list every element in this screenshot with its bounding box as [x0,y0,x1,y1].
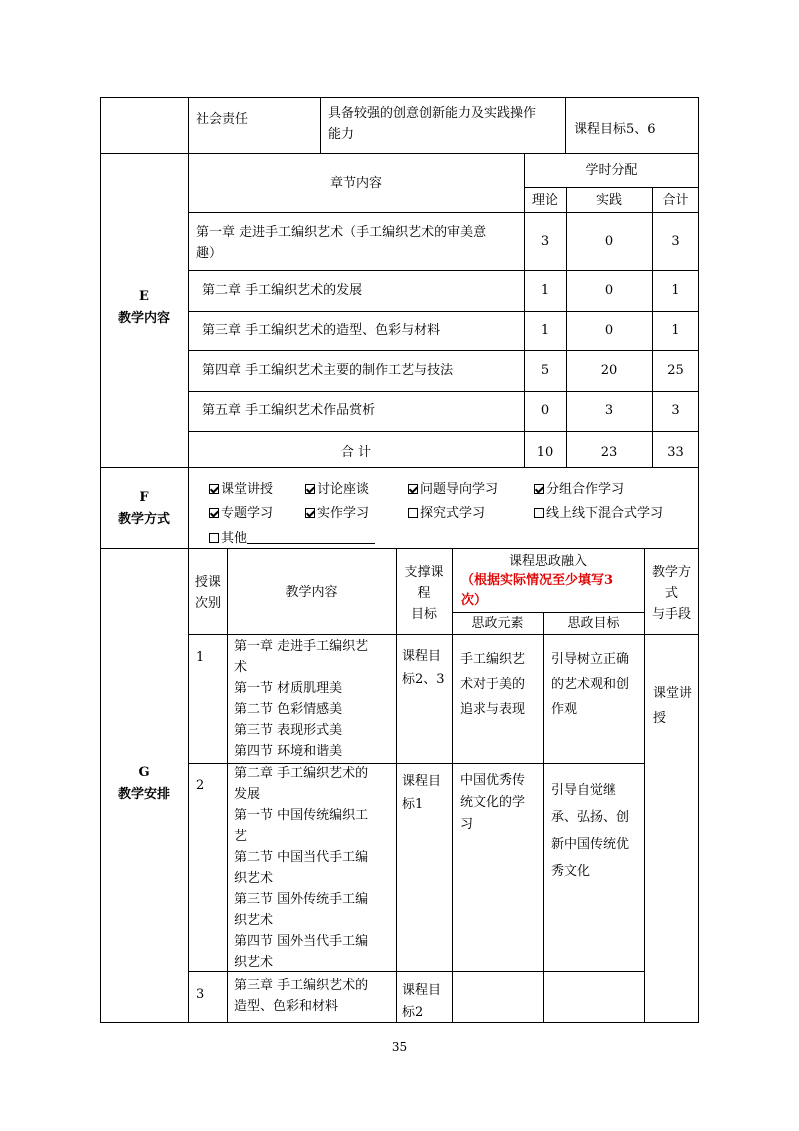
page-number: 35 [391,1040,408,1054]
section-e-heading [100,286,188,330]
session-goals [551,647,629,722]
sum-label: 合 计 [340,445,372,460]
session-header-line: 授课 [195,575,222,590]
table-border-left [100,97,101,1023]
row-divider [100,467,699,468]
checkbox-empty-icon [408,508,418,518]
checkbox-problem-based[interactable] [408,481,498,499]
method-header [644,562,699,625]
goal-line: 引导自觉继 [551,783,617,798]
session-number: 3 [196,987,205,1002]
content-line: 发展 [234,787,261,802]
content-line: 第四节 环境和谐美 [234,744,343,759]
content-line: 第二章 手工编织艺术的 [234,766,369,781]
support-header-line: 程 [417,586,431,601]
row-divider [188,431,699,432]
session-content [234,763,368,973]
checkbox-other[interactable] [209,529,375,548]
checkbox-checked-icon [408,484,418,494]
goal-line: 承、弘扬、创 [551,810,630,825]
ideology-note-line: 次） [461,593,488,608]
chapter-title: 趣） [196,246,223,261]
row-divider [524,187,699,188]
row-divider [188,311,699,312]
row-divider [188,391,699,392]
checkbox-checked-icon [534,484,544,494]
method-header-line: 教学方 [651,565,691,580]
chapter-title: 第二章 手工编织艺术的发展 [202,283,363,298]
content-line: 术 [234,660,248,675]
checkbox-discussion[interactable] [305,481,369,499]
goal-line: 新中国传统优 [551,837,630,852]
content-line: 第三节 国外传统手工编 [234,892,369,907]
row-divider [100,548,699,549]
session-number: 1 [196,650,205,665]
goal-line: 的艺术观和创 [551,677,630,692]
chapter-title: 第四章 手工编织艺术主要的制作工艺与技法 [202,363,454,378]
checkbox-empty-icon [209,533,219,543]
checkbox-label: 分组合作学习 [546,482,625,497]
total-hours: 1 [671,323,680,338]
method-header-line: 式 [664,586,678,601]
content-line: 第二节 色彩情感美 [234,702,343,717]
teaching-method [653,681,692,731]
support-line: 标1 [402,797,424,812]
content-line: 第一节 材质肌理美 [234,681,343,696]
element-line: 术对于美的 [460,677,526,692]
col-divider [188,467,189,548]
col-divider [565,97,566,153]
session-header [195,572,221,614]
content-line: 第一章 走进手工编织艺 [234,639,369,654]
content-line: 第二节 中国当代手工编 [234,850,369,865]
row-divider [188,350,699,351]
checkbox-blended[interactable] [534,505,663,523]
social-responsibility-label: 社会责任 [196,112,249,127]
method-line: 课堂讲 [653,686,693,701]
content-line: 第三节 表现形式美 [234,723,343,738]
checkbox-label: 实作学习 [317,506,370,521]
sum-practice: 23 [600,445,618,460]
sum-total: 33 [667,445,684,460]
practice-hours: 3 [604,403,614,418]
row-divider [188,270,699,271]
goals-header: 思政目标 [567,616,620,631]
chapter-title: 第三章 手工编织艺术的造型、色彩与材料 [202,323,441,338]
content-line: 织艺术 [234,955,274,970]
content-line: 第一节 中国传统编织工 [234,808,369,823]
hours-header: 学时分配 [585,163,638,178]
section-e-title: 教学内容 [117,311,170,326]
method-header-line: 与手段 [651,607,691,622]
checkbox-checked-icon [209,484,219,494]
content-line: 织艺术 [234,913,274,928]
support-line: 标2 [402,1005,424,1020]
row-divider [644,634,699,635]
support-header [396,562,452,625]
content-line: 第四节 国外当代手工编 [234,934,369,949]
practice-hours: 0 [604,323,614,338]
practice-header: 实践 [595,193,622,208]
content-header: 教学内容 [285,585,338,600]
total-hours: 3 [671,403,680,418]
total-header: 合计 [662,193,689,208]
section-g-title: 教学安排 [117,787,170,802]
chapter-title: 第五章 手工编织艺术作品赏析 [202,403,376,418]
checkbox-checked-icon [209,508,219,518]
theory-hours: 3 [540,234,550,249]
checkbox-practice[interactable] [305,505,369,523]
session-content [234,636,368,762]
element-line: 习 [460,817,474,832]
element-line: 统文化的学 [460,795,526,810]
checkbox-label: 专题学习 [221,506,274,521]
session-elements [460,770,525,836]
practice-hours: 0 [604,283,614,298]
support-line: 课程目 [402,774,442,789]
checkbox-inquiry[interactable] [408,505,485,523]
theory-hours: 1 [540,323,550,338]
content-line: 造型、色彩和材料 [234,999,339,1014]
row-divider [188,212,699,213]
theory-hours: 1 [540,283,550,298]
checkbox-label: 讨论座谈 [317,482,370,497]
support-line: 标2、3 [402,672,445,687]
theory-hours: 0 [540,403,550,418]
checkbox-empty-icon [534,508,544,518]
course-target: 课程目标5、6 [574,122,656,137]
element-line: 中国优秀传 [460,773,526,788]
ability-description-line: 具备较强的创意创新能力及实践操作 [328,106,537,121]
chapter-row [196,222,521,264]
section-e-code: E [139,289,149,304]
total-hours: 25 [667,363,684,378]
col-divider [320,97,321,153]
goal-line: 秀文化 [551,864,591,879]
col-divider [543,612,544,1023]
total-hours: 1 [671,283,680,298]
col-divider [188,97,189,153]
goal-line: 作观 [551,702,578,717]
support-line: 课程目 [402,983,442,998]
sum-theory: 10 [536,445,554,460]
session-goals [551,777,629,885]
checkbox-label: 线上线下混合式学习 [546,506,664,521]
checkbox-label: 其他 [221,531,248,546]
session-support [402,980,441,1024]
section-f-heading [100,487,188,531]
section-f-code: F [139,490,149,505]
ability-description-line: 能力 [328,127,355,142]
ideology-note [461,571,613,611]
col-divider [188,153,189,467]
chapter-content-header: 章节内容 [329,176,382,191]
ideology-note-line: （根据实际情况至少填写3 [461,573,614,588]
content-line: 艺 [234,829,248,844]
table-border-bottom [100,1022,699,1023]
checkbox-checked-icon [305,508,315,518]
content-line: 第三章 手工编织艺术的 [234,978,369,993]
col-divider [188,548,189,1023]
session-header-line: 次别 [195,596,222,611]
support-line: 课程目 [402,649,442,664]
ability-description [328,103,536,145]
element-line: 手工编织艺 [460,652,526,667]
method-line: 授 [653,711,667,726]
section-g-code: G [138,765,150,780]
other-fill-line[interactable] [247,529,375,544]
ideology-header: 课程思政融入 [508,554,587,569]
row-divider [100,153,699,154]
checkbox-topic-study[interactable] [209,505,273,523]
checkbox-checked-icon [305,484,315,494]
checkbox-lecture[interactable] [209,481,273,499]
session-content [234,975,368,1017]
content-line: 织艺术 [234,871,274,886]
theory-hours: 5 [540,363,550,378]
theory-header: 理论 [531,193,558,208]
table-border-top [100,97,699,98]
chapter-title: 第一章 走进手工编织艺术（手工编织艺术的审美意 [196,225,487,240]
session-number: 2 [196,778,205,793]
checkbox-label: 探究式学习 [420,506,486,521]
support-header-line: 支撑课 [404,565,444,580]
support-header-line: 目标 [410,607,437,622]
total-hours: 3 [671,234,680,249]
goal-line: 引导树立正确 [551,652,630,667]
element-line: 追求与表现 [460,702,526,717]
session-support [402,645,445,691]
elements-header: 思政元素 [471,616,524,631]
section-f-title: 教学方式 [117,512,170,527]
checkbox-label: 问题导向学习 [420,482,499,497]
practice-hours: 0 [604,234,614,249]
checkbox-group-work[interactable] [534,481,624,499]
session-support [402,770,441,816]
col-divider [227,548,228,1023]
checkbox-label: 课堂讲授 [221,482,274,497]
practice-hours: 20 [600,363,618,378]
section-g-heading [100,762,188,806]
session-elements [460,647,525,722]
